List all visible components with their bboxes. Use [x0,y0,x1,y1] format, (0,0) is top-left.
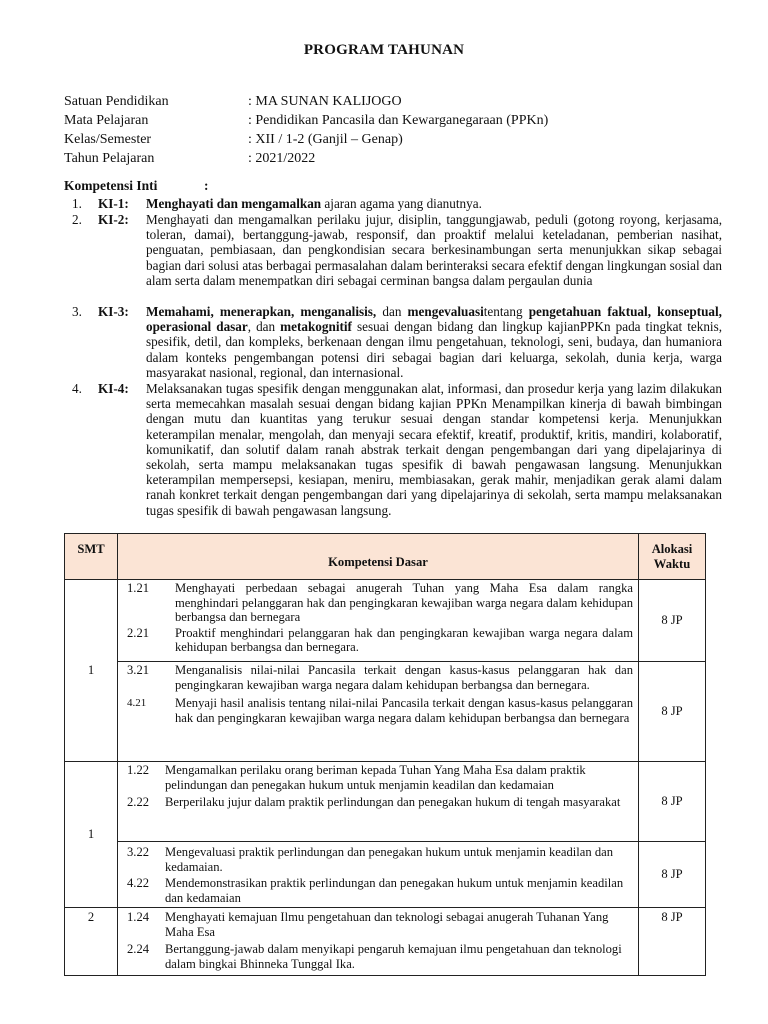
table-row [65,842,706,908]
kd-cell [118,762,639,842]
alokasi-cell: 8 JP [639,580,706,662]
smt-cell: 1 [65,762,118,908]
info-value: : XII / 1-2 (Ganjil – Genap) [248,132,403,147]
list-item: 3.21 Menganalisis nilai-nilai Pancasila terkait dengan kasus-kasus pelanggaran hak dan pengingkaran kewajiban warga negara dalam kehidupan berbangsa dan bernegara. [127,663,633,692]
table-row [65,580,706,662]
header-smt: SMT [65,534,118,580]
info-label: Kelas/Semester [64,132,152,147]
kompetensi-dasar-table [64,533,706,976]
identity-block [64,92,548,168]
list-item: 1.21 Menghayati perbedaan sebagai anugerah Tuhan yang Maha Esa dalam rangka menghindari pelanggaran hak dan pengingkaran kewajiban warga negara dalam kehidupan berbangsa dan bernegara [127,581,633,625]
alokasi-cell: 8 JP [639,842,706,908]
list-item: 4.21 Menyaji hasil analisis tentang nilai-nilai Pancasila terkait dengan kasus-kasus pelanggaran hak dan pengingkaran kewajiban warga negara dalam kehidupan berbangsa dan bernegara [127,696,633,725]
smt-cell: 2 [65,908,118,976]
list-item: 1.22 Mengamalkan perilaku orang beriman kepada Tuhan Yang Maha Esa dalam praktik pelindungan dan penegakan hukum untuk menjamin keadilan dan kedamaian [127,763,586,792]
page-title: PROGRAM TAHUNAN [303,42,465,58]
info-row [64,111,548,130]
info-value: : 2021/2022 [248,151,316,166]
list-item: 2.22 Berperilaku jujur dalam praktik perlindungan dan penegakan hukum di tengah masyarakat [127,795,621,810]
list-item: 4.22 Mendemonstrasikan praktik perlindungan dan penegakan hukum untuk menjamin keadilan dan kedamaian [127,876,624,905]
ki-heading: Kompetensi Inti : [64,178,209,193]
info-row [64,92,548,111]
list-item: 1.24 Menghayati kemajuan Ilmu pengetahuan dan teknologi sebagai anugerah Tuhanan Yang Maha Esa [127,910,609,939]
info-label: Mata Pelajaran [64,113,149,128]
info-value: : Pendidikan Pancasila dan Kewarganegaraan (PPKn) [248,113,549,128]
ki-item: 3. KI-3: Memahami, menerapkan, menganalisis, dan mengevaluasitentang pengetahuan faktual, konseptual, operasional dasar, dan metakognitif sesuai dengan bidang dan lingkup kajianPPKn pada tingkat teknis, spesifik, detil, dan kompleks, berkenaan dengan ilmu pengetahuan, teknologi, seni, budaya, dan humaniora dalam konteks pengembangan potensi diri sebagai bagian dari keluarga, sekolah, dunia kerja, warga masyarakat nasional, regional, dan internasional. [72,304,723,380]
list-item: 2.24 Bertanggung-jawab dalam menyikapi pengaruh kemajuan ilmu pengetahuan dan teknologi dalam bingkai Bhinneka Tunggal Ika. [127,942,622,971]
info-row [64,130,548,149]
table-header-row [65,534,706,580]
info-value: : MA SUNAN KALIJOGO [248,94,402,109]
header-kompetensi-dasar: Kompetensi Dasar [118,534,639,580]
info-label: Satuan Pendidikan [64,94,169,109]
kd-cell [118,908,639,976]
info-label: Tahun Pelajaran [64,151,155,166]
ki-item: 2. KI-2: Menghayati dan mengamalkan perilaku jujur, disiplin, tanggungjawab, peduli (gotong royong, kerjasama, toleran, damai), bertanggung-jawab, responsif, dan proaktif melalui keteladanan, pemberian nasihat, penguatan, pembiasaan, dan pengkondisian secara berkesinambungan serta menunjukkan sikap sebagai bagian dari solusi atas berbagai permasalahan dalam berinteraksi secara efektif dengan lingkungan sosial dan alam serta dalam menempatkan diri sebagai cerminan bangsa dalam pergaulan dunia [72,212,723,288]
kd-cell [118,842,639,908]
kd-cell [118,662,639,762]
table-row [65,762,706,842]
alokasi-cell: 8 JP [639,662,706,762]
alokasi-cell: 8 JP [639,762,706,842]
kd-cell [118,580,639,662]
list-item: 2.21 Proaktif menghindari pelanggaran hak dan pengingkaran kewajiban warga negara dalam kehidupan berbangsa dan bernegara. [127,625,633,655]
alokasi-cell: 8 JP [639,908,706,976]
smt-cell: 1 [65,580,118,762]
info-row [64,149,548,168]
ki-item: 4. KI-4: Melaksanakan tugas spesifik dengan menggunakan alat, informasi, dan prosedur kerja yang lazim dilakukan serta memecahkan masalah sesuai dengan bidang kajian PPKn Menampilkan kinerja di bawah bimbingan dengan mutu dan kuantitas yang terukur sesuai dengan standar kompetensi kerja. Menunjukkan keterampilan menalar, mengolah, dan menyaji secara efektif, kreatif, produktif, kritis, mandiri, kolaboratif, komunikatif, dan solutif dalam ranah abstrak terkait dengan pengembangan dari yang dipelajarinya di sekolah, serta mampu melaksanakan tugas spesifik di bawah pengawasan langsung. Menunjukkan keterampilan mempersepsi, kesiapan, meniru, membiasakan, gerak mahir, menjadikan gerak alami dalam ranah konkret terkait dengan pengembangan dari yang dipelajarinya di sekolah, serta mampu melaksanakan tugas spesifik di bawah pengawasan langsung. [72,381,722,518]
header-alokasi-waktu: Alokasi Waktu [639,534,706,580]
table-row [65,908,706,976]
table-row [65,662,706,762]
ki-item: 1. KI-1: Menghayati dan mengamalkan ajaran agama yang dianutnya. [72,196,482,211]
list-item: 3.22 Mengevaluasi praktik perlindungan dan penegakan hukum untuk menjamin keadilan dan kedamaian. [127,845,614,874]
